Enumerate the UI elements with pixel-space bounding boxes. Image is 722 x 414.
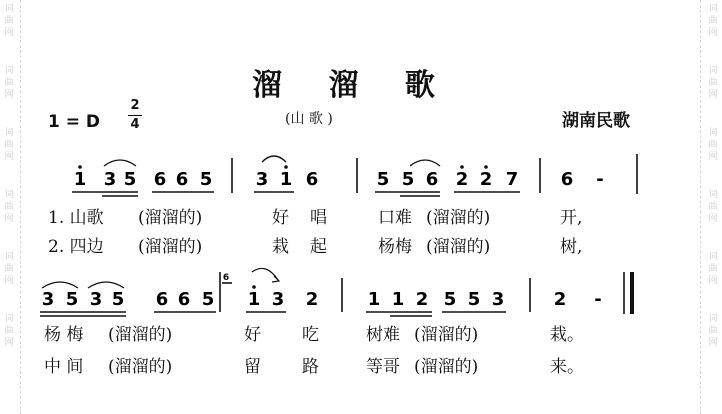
lyric-word: 杨 梅	[44, 325, 84, 345]
note-digit: 6	[175, 169, 189, 190]
note-digit: 5	[443, 289, 457, 310]
watermark-char: 网	[708, 90, 718, 100]
watermark-char: 曲	[4, 78, 14, 88]
watermark-char: 词	[4, 190, 14, 200]
lyric-word: 栽。	[550, 325, 584, 345]
watermark-char: 网	[708, 214, 718, 224]
note-digit: 2	[415, 289, 429, 310]
watermark-char: 网	[4, 214, 14, 224]
watermark-char: 曲	[708, 264, 718, 274]
lyrics-verse1-line2	[0, 320, 722, 346]
note-digit: 2	[305, 289, 319, 310]
watermark-char: 曲	[708, 140, 718, 150]
note-digit: 2	[455, 169, 469, 190]
note-digit: -	[594, 289, 602, 310]
octave-dot-high	[252, 285, 256, 289]
lyrics-verse2-line1	[0, 232, 722, 258]
lyric-word: 树难	[366, 325, 400, 345]
watermark-char: 曲	[708, 326, 718, 336]
watermark-char: 网	[708, 152, 718, 162]
lyric-word: 1. 山歌	[48, 208, 104, 228]
note-digit: 1	[367, 289, 381, 310]
watermark-char: 词	[708, 128, 718, 138]
note-digit: 6	[177, 289, 191, 310]
note-digit: 5	[467, 289, 481, 310]
watermark-char: 曲	[4, 16, 14, 26]
note-digit: 1	[391, 289, 405, 310]
watermark-char: 曲	[4, 264, 14, 274]
lyric-word: 来。	[550, 357, 584, 377]
note-digit: 6	[425, 169, 439, 190]
note-digit: 1	[279, 169, 293, 190]
lyric-word: (溜溜的)	[414, 357, 479, 377]
slur	[262, 156, 286, 162]
watermark-char: 词	[708, 190, 718, 200]
watermark-char: 网	[708, 28, 718, 38]
note-digit: 6	[305, 169, 319, 190]
note-digit: 5	[123, 169, 137, 190]
lyric-word: 留	[244, 357, 261, 377]
note-digit: 3	[255, 169, 269, 190]
watermark-char: 词	[4, 128, 14, 138]
watermark-char: 网	[4, 276, 14, 286]
lyric-word: (溜溜的)	[414, 325, 479, 345]
lyric-word: 起	[310, 237, 327, 257]
note-digit: 1	[247, 289, 261, 310]
watermark-char: 曲	[708, 202, 718, 212]
watermark-char: 网	[708, 338, 718, 348]
note-digit: 3	[271, 289, 285, 310]
lyric-word: 唱	[310, 208, 327, 228]
slur	[104, 160, 136, 166]
note-digit: 2	[479, 169, 493, 190]
octave-dot-high	[460, 165, 464, 169]
note-digit: 3	[103, 169, 117, 190]
watermark-char: 词	[708, 4, 718, 14]
note-digit: 1	[73, 169, 87, 190]
lyric-word: (溜溜的)	[108, 357, 173, 377]
lyric-word: 2. 四边	[48, 237, 104, 257]
note-digit: 6	[153, 169, 167, 190]
lyric-word: (溜溜的)	[138, 208, 203, 228]
lyric-word: 栽	[272, 237, 289, 257]
note-digit: -	[596, 169, 604, 190]
watermark-char: 曲	[708, 78, 718, 88]
watermark-char: 曲	[4, 326, 14, 336]
slur	[42, 282, 78, 288]
octave-dot-high	[78, 165, 82, 169]
key-signature: 1 = D	[48, 112, 101, 132]
note-digit: 5	[65, 289, 79, 310]
note-digit: 5	[401, 169, 415, 190]
lyric-word: 口难	[378, 208, 412, 228]
watermark-char: 网	[708, 276, 718, 286]
genre-subtitle: (山 歌 )	[285, 111, 333, 127]
watermark-char: 词	[4, 314, 14, 324]
watermark-char: 词	[4, 252, 14, 262]
note-digit: 5	[201, 289, 215, 310]
grace-note: 6	[222, 273, 230, 283]
note-digit: 5	[111, 289, 125, 310]
lyrics-verse2-line2	[0, 352, 722, 378]
watermark-char: 曲	[4, 140, 14, 150]
watermark-char: 网	[4, 338, 14, 348]
octave-dot-high	[284, 165, 288, 169]
time-signature-top: 2	[130, 98, 140, 113]
note-digit: 3	[41, 289, 55, 310]
watermark-char: 网	[4, 28, 14, 38]
song-origin: 湖南民歌	[562, 111, 630, 131]
watermark-char: 曲	[4, 202, 14, 212]
octave-dot-high	[484, 165, 488, 169]
lyric-word: 好	[272, 208, 289, 228]
lyric-word: (溜溜的)	[426, 208, 491, 228]
lyric-word: (溜溜的)	[138, 237, 203, 257]
lyric-word: 等哥	[366, 357, 400, 377]
watermark-char: 词	[4, 4, 14, 14]
note-digit: 2	[553, 289, 567, 310]
lyric-word: 杨梅	[378, 237, 412, 257]
note-digit: 6	[155, 289, 169, 310]
note-digit: 5	[199, 169, 213, 190]
note-digit: 7	[505, 169, 519, 190]
watermark-char: 网	[4, 152, 14, 162]
lyric-word: 树,	[560, 237, 583, 257]
note-digit: 3	[89, 289, 103, 310]
lyric-word: 中 间	[44, 357, 84, 377]
lyric-word: (溜溜的)	[426, 237, 491, 257]
note-digit: 6	[560, 169, 574, 190]
grace-slur	[252, 268, 278, 280]
slur	[88, 282, 124, 288]
watermark-char: 词	[708, 314, 718, 324]
lyric-word: 开,	[560, 208, 583, 228]
watermark-char: 词	[708, 66, 718, 76]
lyric-word: (溜溜的)	[108, 325, 173, 345]
song-title: 溜 溜 歌	[252, 68, 453, 103]
watermark-char: 词	[4, 66, 14, 76]
lyric-word: 路	[302, 357, 319, 377]
lyric-word: 好	[244, 325, 261, 345]
slur	[410, 160, 440, 166]
note-digit: 5	[376, 169, 390, 190]
watermark-char: 词	[708, 252, 718, 262]
watermark-char: 曲	[708, 16, 718, 26]
lyric-word: 吃	[302, 325, 319, 345]
lyrics-verse1-line1	[0, 203, 722, 229]
time-signature-bottom: 4	[130, 117, 140, 132]
watermark-char: 网	[4, 90, 14, 100]
note-digit: 3	[491, 289, 505, 310]
